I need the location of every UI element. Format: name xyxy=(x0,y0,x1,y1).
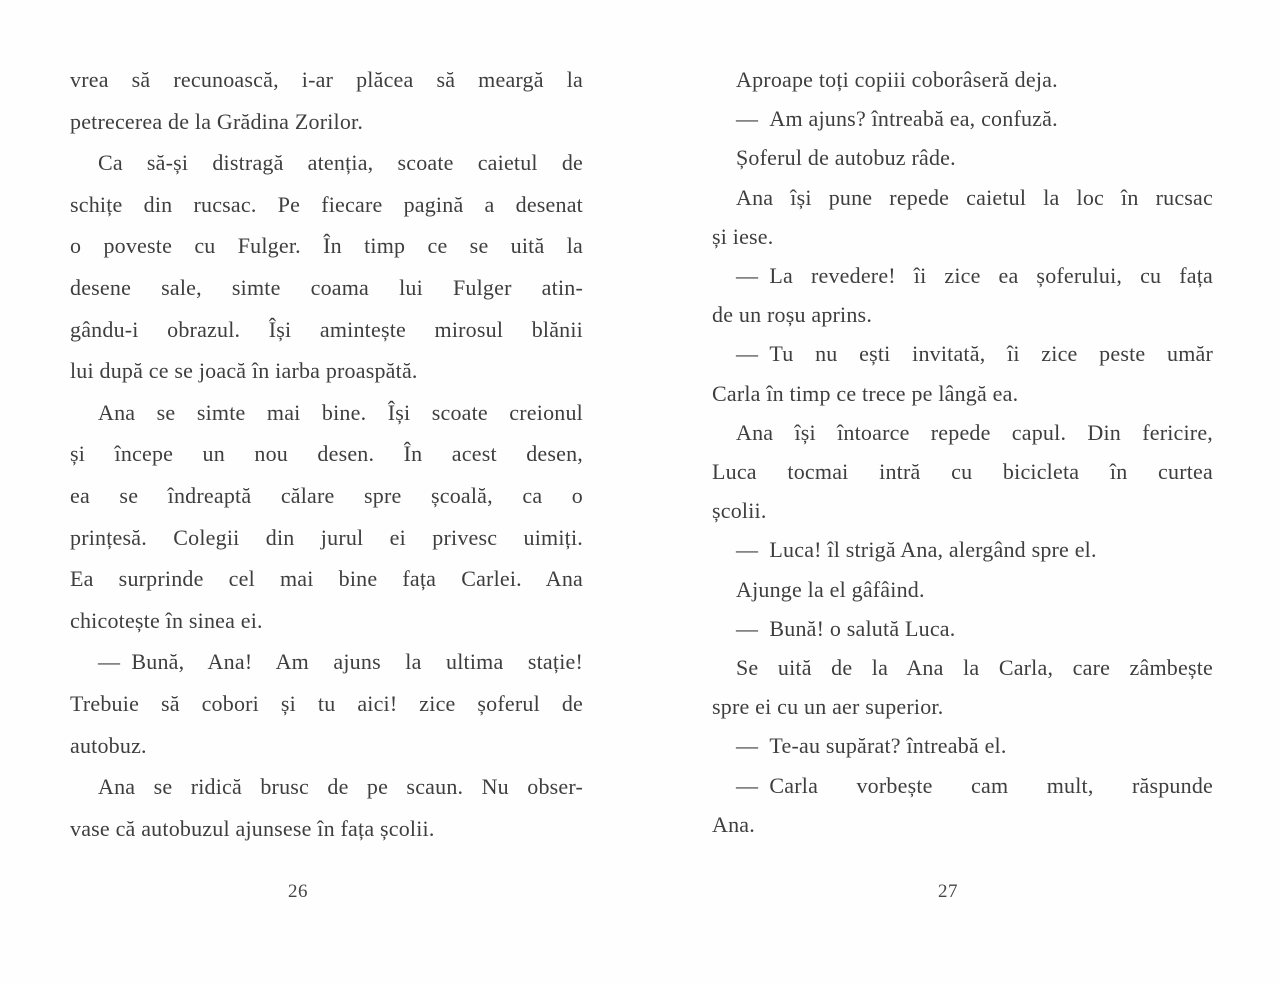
text-line: spre ei cu un aer superior. xyxy=(712,694,944,720)
text-line: lui după ce se joacă în iarba proaspătă. xyxy=(70,358,418,384)
text-line: Ana își întoarce repede capul. Din fericire, xyxy=(736,419,1213,445)
text-line: și iese. xyxy=(712,223,774,249)
text-line: Ana. xyxy=(712,811,755,837)
text-line: prințesă. Colegii din jurul ei privesc uimiți. xyxy=(70,524,583,550)
text-line: — Am ajuns? întreabă ea, confuză. xyxy=(736,106,1058,132)
text-line: Trebuie să cobori și tu aici! zice șoferul de xyxy=(70,690,583,716)
text-line: schițe din rucsac. Pe fiecare pagină a desenat xyxy=(70,191,583,217)
text-line: autobuz. xyxy=(70,732,147,758)
text-line: Aproape toți copiii coborâseră deja. xyxy=(736,67,1058,92)
text-line: Se uită de la Ana la Carla, care zâmbește xyxy=(736,655,1213,681)
text-line: vase că autobuzul ajunsese în fața școlii. xyxy=(70,815,435,841)
text-line: Luca tocmai intră cu bicicleta în curtea xyxy=(712,459,1213,485)
text-line: — Tu nu ești invitată, îi zice peste umăr xyxy=(736,341,1213,367)
text-line: — Carla vorbește cam mult, răspunde xyxy=(736,772,1213,798)
text-line: o poveste cu Fulger. În timp ce se uită la xyxy=(70,233,583,259)
text-line: Ea surprinde cel mai bine fața Carlei. Ana xyxy=(70,566,583,592)
page-left-text xyxy=(70,59,583,849)
text-line: școlii. xyxy=(712,498,767,524)
text-line: de un roșu aprins. xyxy=(712,302,873,328)
text-line: Ajunge la el gâfâind. xyxy=(736,576,925,602)
page-number-right: 27 xyxy=(938,881,958,902)
text-line: — Luca! îl strigă Ana, alergând spre el. xyxy=(736,537,1097,563)
text-line: gându-i obrazul. Își amintește mirosul blănii xyxy=(70,316,583,342)
text-line: petrecerea de la Grădina Zorilor. xyxy=(70,108,364,134)
text-line: desene sale, simte coama lui Fulger atin- xyxy=(70,274,583,300)
text-line: Carla în timp ce trece pe lângă ea. xyxy=(712,380,1019,406)
text-line: Șoferul de autobuz râde. xyxy=(736,145,956,171)
page-right-text xyxy=(712,60,1213,844)
text-line: — Bună! o salută Luca. xyxy=(736,615,956,641)
text-line: ea se îndreaptă călare spre școală, ca o xyxy=(70,482,583,508)
text-line: Ana se ridică brusc de pe scaun. Nu obser- xyxy=(98,774,583,800)
text-line: Ana se simte mai bine. Își scoate creionul xyxy=(98,399,583,425)
text-line: și începe un nou desen. În acest desen, xyxy=(70,441,583,467)
text-line: Ca să-și distragă atenția, scoate caietul de xyxy=(98,150,583,176)
text-line: — Bună, Ana! Am ajuns la ultima stație! xyxy=(98,649,583,675)
text-line: — La revedere! îi zice ea șoferului, cu fața xyxy=(736,263,1213,289)
text-line: vrea să recunoască, i-ar plăcea să meargă la xyxy=(70,67,583,92)
text-line: — Te-au supărat? întreabă el. xyxy=(736,733,1007,759)
text-line: chicotește în sinea ei. xyxy=(70,607,263,633)
page-number-left: 26 xyxy=(288,881,308,902)
text-line: Ana își pune repede caietul la loc în rucsac xyxy=(736,184,1213,210)
